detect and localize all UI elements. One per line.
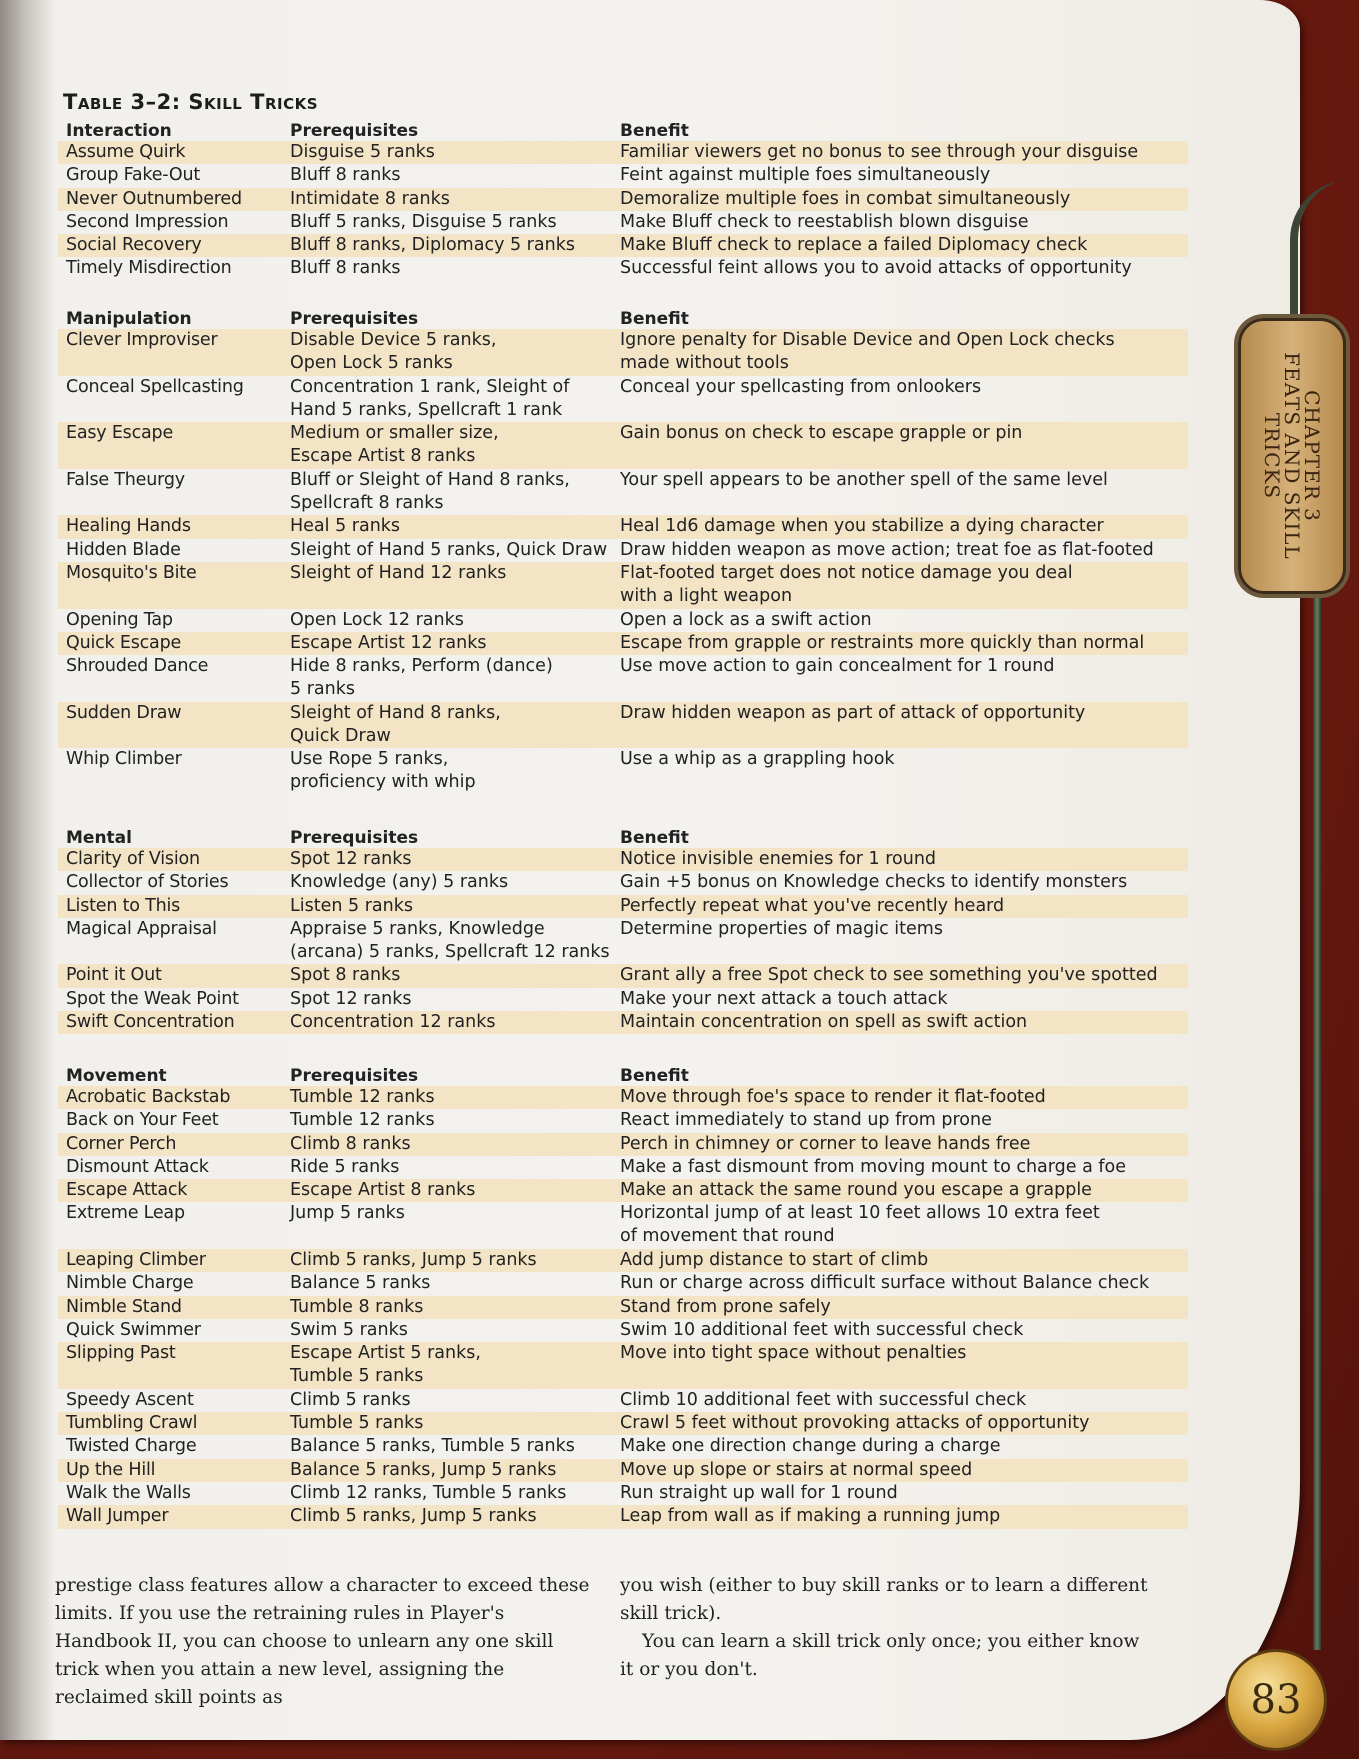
body-paragraph: prestige class features allow a character to exceed these limits. If you use the retraining rules in Player's Handbook II, you can choose to unlearn any one skill trick when you attain a new level, assigning the reclaimed skill points as [55,1575,590,1708]
table-row [58,234,1188,257]
table-section-mental [58,825,1188,1034]
table-row [58,141,1188,164]
skill-trick-benefit: Determine properties of magic items [620,918,943,939]
table-row [58,562,1188,609]
table-row [58,848,1188,871]
skill-trick-name: Walk the Walls [66,1483,191,1504]
skill-trick-prerequisites: Climb 5 ranks [290,1389,411,1410]
skill-trick-name: Spot the Weak Point [66,988,239,1009]
section-header-row [58,118,1188,141]
skill-trick-benefit: Use move action to gain concealment for 1 round [620,656,1055,677]
skill-trick-benefit: Make Bluff check to reestablish blown disguise [620,211,1029,232]
skill-trick-name: Collector of Stories [66,872,229,893]
skill-trick-name: Conceal Spellcasting [66,376,244,397]
prerequisites-header: Prerequisites [290,828,419,848]
skill-trick-prerequisites: Sleight of Hand 5 ranks, Quick Draw [290,539,608,560]
table-row [58,1133,1188,1156]
skill-trick-benefit: Add jump distance to start of climb [620,1250,929,1271]
skill-trick-name: Healing Hands [66,516,191,537]
table-row [58,1179,1188,1202]
skill-trick-prerequisites: Spot 12 ranks [290,988,412,1009]
category-header: Movement [66,1066,167,1086]
skill-trick-name: Assume Quirk [66,142,186,162]
skill-trick-name: Opening Tap [66,609,173,630]
skill-trick-benefit: Make an attack the same round you escape a grapple [620,1180,1092,1201]
skill-trick-benefit: Crawl 5 feet without provoking attacks of opportunity [620,1413,1090,1434]
skill-trick-benefit: Leap from wall as if making a running jump [620,1506,1001,1527]
skill-trick-benefit: Move through foe's space to render it flat-footed [620,1087,1046,1107]
skill-trick-prerequisites: Escape Artist 8 ranks [290,1180,476,1201]
skill-trick-name: Nimble Stand [66,1296,182,1317]
table-title: Table 3–2: Skill Tricks [63,90,319,114]
table-row [58,164,1188,187]
skill-trick-prerequisites: Tumble 8 ranks [290,1296,424,1317]
skill-trick-name: Easy Escape [66,423,174,444]
skill-trick-prerequisites: Tumble 12 ranks [290,1110,435,1131]
skill-trick-prerequisites: Spot 12 ranks [290,849,412,869]
skill-trick-prerequisites: Concentration 1 rank, Sleight of Hand 5 ranks, Spellcraft 1 rank [290,376,570,420]
table-row [58,1459,1188,1482]
skill-trick-prerequisites: Spot 8 ranks [290,965,401,986]
skill-trick-prerequisites: Climb 5 ranks, Jump 5 ranks [290,1250,537,1271]
skill-trick-benefit: Escape from grapple or restraints more quickly than normal [620,632,1145,653]
section-header-row [58,1063,1188,1086]
skill-trick-prerequisites: Balance 5 ranks, Tumble 5 ranks [290,1436,575,1457]
chapter-tab-line: TRICKS [1260,412,1284,500]
benefit-header: Benefit [620,121,689,141]
skill-trick-name: Shrouded Dance [66,656,209,677]
skill-trick-prerequisites: Escape Artist 5 ranks, Tumble 5 ranks [290,1343,481,1387]
skill-trick-prerequisites: Use Rope 5 ranks, proficiency with whip [290,749,476,793]
skill-trick-prerequisites: Sleight of Hand 12 ranks [290,562,507,583]
skill-trick-benefit: Move into tight space without penalties [620,1343,967,1364]
skill-trick-benefit: Climb 10 additional feet with successful check [620,1389,1027,1410]
book-gutter-shadow [0,0,55,1740]
skill-trick-benefit: Demoralize multiple foes in combat simultaneously [620,188,1071,209]
skill-trick-prerequisites: Escape Artist 12 ranks [290,632,487,653]
category-header: Interaction [66,121,172,141]
skill-trick-prerequisites: Climb 5 ranks, Jump 5 ranks [290,1506,537,1527]
skill-trick-name: Swift Concentration [66,1012,235,1033]
prerequisites-header: Prerequisites [290,309,419,329]
skill-trick-prerequisites: Bluff 5 ranks, Disguise 5 ranks [290,211,557,232]
skill-trick-prerequisites: Appraise 5 ranks, Knowledge (arcana) 5 ranks, Spellcraft 12 ranks [290,918,610,962]
skill-trick-name: Acrobatic Backstab [66,1087,231,1107]
skill-trick-prerequisites: Climb 8 ranks [290,1133,411,1154]
skill-trick-name: Twisted Charge [66,1436,197,1457]
skill-trick-name: Mosquito's Bite [66,562,197,583]
table-row [58,1202,1188,1249]
skill-trick-benefit: Open a lock as a swift action [620,609,872,630]
skill-trick-name: Nimble Charge [66,1273,194,1294]
table-row [58,1342,1188,1389]
skill-trick-name: Corner Perch [66,1133,177,1154]
skill-trick-prerequisites: Swim 5 ranks [290,1319,408,1340]
table-row [58,1109,1188,1132]
skill-trick-name: Clever Improviser [66,330,218,350]
category-header: Mental [66,828,132,848]
skill-trick-name: Sudden Draw [66,702,182,723]
skill-trick-benefit: Run or charge across difficult surface without Balance check [620,1273,1150,1294]
skill-trick-name: Up the Hill [66,1459,156,1480]
body-paragraph: You can learn a skill trick only once; you either know it or you don't. [620,1631,1140,1680]
skill-trick-prerequisites: Concentration 12 ranks [290,1012,496,1033]
skill-trick-prerequisites: Tumble 12 ranks [290,1087,435,1107]
skill-trick-name: Timely Misdirection [66,258,232,279]
skill-trick-name: Speedy Ascent [66,1389,194,1410]
skill-trick-prerequisites: Disable Device 5 ranks, Open Lock 5 ranks [290,330,497,373]
skill-trick-benefit: Make a fast dismount from moving mount to charge a foe [620,1156,1127,1177]
skill-trick-name: Dismount Attack [66,1156,209,1177]
skill-trick-benefit: Gain bonus on check to escape grapple or pin [620,423,1023,444]
skill-trick-benefit: Make your next attack a touch attack [620,988,948,1009]
skill-trick-prerequisites: Sleight of Hand 8 ranks, Quick Draw [290,702,501,746]
skill-trick-benefit: Conceal your spellcasting from onlookers [620,376,982,397]
skill-trick-name: Listen to This [66,895,181,916]
table-row [58,1389,1188,1412]
table-row [58,211,1188,234]
skill-trick-benefit: Feint against multiple foes simultaneously [620,165,991,186]
skill-trick-prerequisites: Balance 5 ranks, Jump 5 ranks [290,1459,557,1480]
table-row [58,257,1188,280]
skill-trick-benefit: Flat-footed target does not notice damage you deal with a light weapon [620,562,1073,606]
chapter-tab [1238,318,1346,594]
category-header: Manipulation [66,309,192,329]
table-section-manipulation [58,306,1188,795]
skill-trick-benefit: Move up slope or stairs at normal speed [620,1459,973,1480]
table-row [58,1412,1188,1435]
section-header-row [58,825,1188,848]
skill-trick-prerequisites: Intimidate 8 ranks [290,188,450,209]
skill-trick-benefit: Swim 10 additional feet with successful check [620,1319,1024,1340]
benefit-header: Benefit [620,309,689,329]
skill-trick-benefit: Horizontal jump of at least 10 feet allows 10 extra feet of movement that round [620,1203,1100,1247]
skill-trick-prerequisites: Disguise 5 ranks [290,142,435,162]
prerequisites-header: Prerequisites [290,121,419,141]
skill-trick-prerequisites: Hide 8 ranks, Perform (dance) 5 ranks [290,656,553,700]
skill-trick-name: Escape Attack [66,1180,188,1201]
skill-trick-prerequisites: Bluff 8 ranks [290,258,401,279]
table-row [58,988,1188,1011]
skill-trick-benefit: Run straight up wall for 1 round [620,1483,898,1504]
table-row [58,871,1188,894]
skill-trick-prerequisites: Tumble 5 ranks [290,1413,424,1434]
chapter-tab-label [1262,352,1322,560]
spear-shaft-ornament [1313,590,1321,1650]
table-row [58,469,1188,516]
skill-trick-benefit: Heal 1d6 damage when you stabilize a dying character [620,516,1104,537]
table-row [58,539,1188,562]
skill-trick-name: Point it Out [66,965,162,986]
body-column-left [55,1572,590,1712]
skill-trick-name: Tumbling Crawl [66,1413,198,1434]
table-row [58,1272,1188,1295]
skill-trick-benefit: Successful feint allows you to avoid attacks of opportunity [620,258,1132,279]
skill-trick-benefit: Gain +5 bonus on Knowledge checks to identify monsters [620,872,1128,893]
skill-trick-name: Social Recovery [66,235,202,256]
table-row [58,895,1188,918]
skill-trick-name: Group Fake-Out [66,165,201,186]
table-row [58,1319,1188,1342]
skill-trick-prerequisites: Jump 5 ranks [290,1203,405,1224]
skill-trick-name: Quick Escape [66,632,182,653]
table-row [58,609,1188,632]
table-section-interaction [58,118,1188,281]
table-row [58,748,1188,795]
skill-trick-prerequisites: Bluff 8 ranks, Diplomacy 5 ranks [290,235,575,256]
skill-trick-prerequisites: Bluff 8 ranks [290,165,401,186]
skill-trick-benefit: Make one direction change during a charge [620,1436,1001,1457]
table-row [58,422,1188,469]
table-row [58,918,1188,965]
body-paragraph: you wish (either to buy skill ranks or to learn a different skill trick). [620,1575,1148,1624]
table-row [58,1249,1188,1272]
skill-trick-prerequisites: Heal 5 ranks [290,516,401,537]
skill-trick-name: Extreme Leap [66,1203,185,1224]
skill-trick-benefit: Use a whip as a grappling hook [620,749,895,770]
skill-trick-name: Back on Your Feet [66,1110,219,1131]
skill-trick-name: Wall Jumper [66,1506,169,1527]
table-row [58,1011,1188,1034]
skill-trick-prerequisites: Open Lock 12 ranks [290,609,464,630]
skill-trick-benefit: Make Bluff check to replace a failed Diplomacy check [620,235,1088,256]
table-row [58,188,1188,211]
skill-trick-benefit: Stand from prone safely [620,1296,831,1317]
skill-trick-benefit: Perch in chimney or corner to leave hands free [620,1133,1031,1154]
skill-trick-benefit: Notice invisible enemies for 1 round [620,849,937,869]
skill-trick-benefit: Draw hidden weapon as part of attack of opportunity [620,702,1086,723]
skill-trick-benefit: Ignore penalty for Disable Device and Open Lock checks made without tools [620,330,1115,373]
skill-trick-name: Magical Appraisal [66,918,217,939]
skill-trick-prerequisites: Medium or smaller size, Escape Artist 8 ranks [290,423,499,467]
skill-trick-name: Slipping Past [66,1343,176,1364]
skill-trick-benefit: Perfectly repeat what you've recently heard [620,895,1005,916]
table-row [58,1086,1188,1109]
benefit-header: Benefit [620,828,689,848]
skill-trick-name: Second Impression [66,211,229,232]
table-row [58,1435,1188,1458]
skill-trick-name: Never Outnumbered [66,188,242,209]
table-row [58,702,1188,749]
table-row [58,964,1188,987]
skill-trick-benefit: Grant ally a free Spot check to see something you've spotted [620,965,1158,986]
skill-trick-name: Clarity of Vision [66,849,200,869]
prerequisites-header: Prerequisites [290,1066,419,1086]
skill-trick-name: Whip Climber [66,749,182,770]
skill-trick-prerequisites: Balance 5 ranks [290,1273,431,1294]
table-row [58,1296,1188,1319]
skill-trick-name: Quick Swimmer [66,1319,201,1340]
table-row [58,1505,1188,1528]
table-row [58,655,1188,702]
table-row [58,376,1188,423]
skill-trick-name: Hidden Blade [66,539,181,560]
skill-trick-benefit: Your spell appears to be another spell of the same level [620,469,1108,490]
chapter-tab-line: FEATS AND SKILL [1280,352,1304,560]
skill-trick-benefit: React immediately to stand up from prone [620,1110,992,1131]
skill-trick-prerequisites: Climb 12 ranks, Tumble 5 ranks [290,1483,567,1504]
skill-trick-benefit: Draw hidden weapon as move action; treat foe as flat-footed [620,539,1154,560]
table-row [58,515,1188,538]
skill-trick-name: False Theurgy [66,469,185,490]
skill-trick-prerequisites: Knowledge (any) 5 ranks [290,872,509,893]
skill-trick-benefit: Maintain concentration on spell as swift action [620,1012,1028,1033]
table-row [58,1156,1188,1179]
table-section-movement [58,1063,1188,1529]
benefit-header: Benefit [620,1066,689,1086]
chapter-tab-line: CHAPTER 3 [1300,390,1324,522]
table-row [58,632,1188,655]
section-header-row [58,306,1188,329]
page-number: 83 [1228,1652,1324,1748]
body-column-right [620,1572,1155,1684]
skill-trick-name: Leaping Climber [66,1250,206,1271]
skill-trick-prerequisites: Bluff or Sleight of Hand 8 ranks, Spellcraft 8 ranks [290,469,570,513]
skill-trick-prerequisites: Ride 5 ranks [290,1156,400,1177]
skill-trick-prerequisites: Listen 5 ranks [290,895,413,916]
skill-trick-benefit: Familiar viewers get no bonus to see through your disguise [620,142,1139,162]
table-row [58,1482,1188,1505]
table-row [58,329,1188,376]
